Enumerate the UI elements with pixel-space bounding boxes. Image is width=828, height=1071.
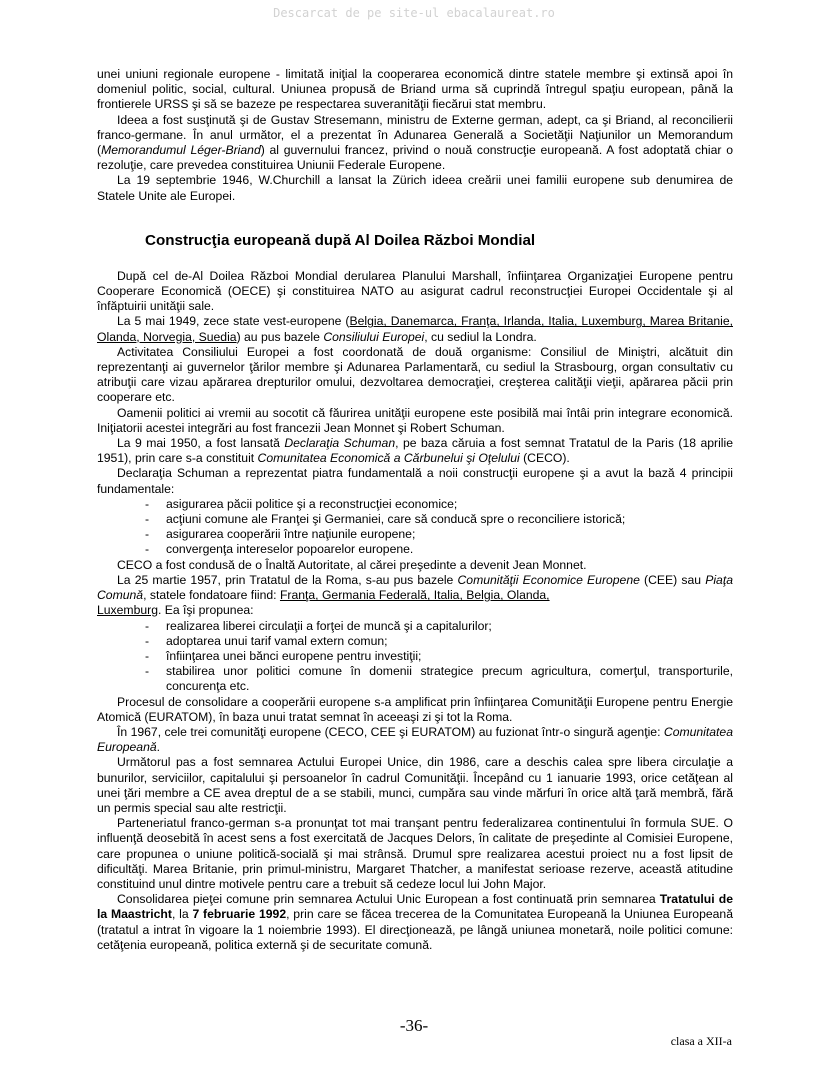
class-label: clasa a XII-a [670,1034,732,1048]
list-item: - convergenţa intereselor popoarelor europene. [145,542,733,557]
paragraph: Procesul de consolidare a cooperării europene s-a amplificat prin înfiinţarea Comunităţii Europene pentru Energie Atomică (EURATOM), în baza unui tratat semnat în aceeaşi zi şi tot la Roma. [97,694,733,724]
list-item: - acţiuni comune ale Franţei şi Germaniei, care să conducă spre o reconciliere istorică; [145,512,733,527]
page-number: -36- [399,1016,429,1035]
list-item: - stabilirea unor politici comune în domenii strategice precum agricultura, comerţul, transporturile, concurenţa etc. [145,664,733,694]
watermark-text: Descarcat de pe site-ul ebacalaureat.ro [273,6,555,20]
paragraph: La 25 martie 1957, prin Tratatul de la Roma, s-au pus bazele Comunităţii Economice Europene (CEE) sau Piaţa Comună, statele fondatoare fiind: Franţa, Germania Federală, Italia, Belgia, Olanda, Luxemburg. Ea îşi propunea: [97,572,733,618]
page-body [97,67,733,953]
goals-list [97,619,733,695]
paragraph: unei uniuni regionale europene - limitată iniţial la cooperarea economică dintre statele membre şi extinsă apoi în domeniul politic, social, cultural. Uniunea propusă de Briand urma să cuprindă întregul spaţiu european, până la frontierele URSS şi să se bazeze pe respectarea suveranităţii fiecărui stat membru. [97,67,733,112]
paragraph: CECO a fost condusă de o Înaltă Autoritate, al cărei preşedinte a devenit Jean Monnet. [117,557,587,572]
list-item: - asigurarea păcii politice şi a reconstrucţiei economice; [145,497,733,512]
paragraph: Activitatea Consiliului Europei a fost coordonată de două organisme: Consiliul de Miniştri, alcătuit din reprezentanţi ai guvernelor ţărilor membre şi Adunarea Parlamentară, cu sediul la Strasbourg, organ consultativ cu atribuţii care vizau apărarea drepturilor omului, dezvoltarea democraţiei, creşterea calităţii vieţii, apărarea păcii prin cooperare etc. [97,344,733,405]
paragraph: La 19 septembrie 1946, W.Churchill a lansat la Zürich ideea creării unei familii europene sub denumirea de Statele Unite ale Europei. [97,173,733,203]
paragraph: La 5 mai 1949, zece state vest-europene (Belgia, Danemarca, Franţa, Irlanda, Italia, Luxemburg, Marea Britanie, Olanda, Norvegia, Suedia) au pus bazele Consiliului Europei, cu sediul la Londra. [97,314,733,344]
paragraph: Consolidarea pieţei comune prin semnarea Actului Unic European a fost continuată prin semnarea Tratatului de la Maastricht, la 7 februarie 1992, prin care se făcea trecerea de la Comunitatea Europeană la Uniunea Europeană (tratatul a intrat în vigoare la 1 noiembrie 1993). El direcţionează, pe lângă uniunea monetară, noile politici comune: cetăţenia europeană, politica externă şi de securitate comună. [97,892,733,952]
paragraph: Declaraţia Schuman a reprezentat piatra fundamentală a noii construcţii europene şi a avut la bază 4 principii fundamentale: [97,466,733,496]
paragraph: La 9 mai 1950, a fost lansată Declaraţia Schuman, pe baza căruia a fost semnat Tratatul de la Paris (18 aprilie 1951), prin care s-a constituit Comunitatea Economică a Cărbunelui şi Oţelului (CECO). [97,436,733,466]
list-item: - înfiinţarea unei bănci europene pentru investiţii; [145,649,733,664]
paragraph: În 1967, cele trei comunităţi europene (CECO, CEE şi EURATOM) au fuzionat într-o singură agenţie: Comunitatea Europeană. [97,724,733,755]
paragraph: Următorul pas a fost semnarea Actului Europei Unice, din 1986, care a deschis calea spre libera circulaţie a bunurilor, serviciilor, capitalului şi persoanelor în cadrul Comunităţii. Începând cu 1 ianuarie 1993, orice cetăţean al unei ţări membre a CE avea dreptul de a se stabili, munci, cumpăra sau vinde mărfuri în orice altă ţară membră, fără un permis special sau alte restricţii. [97,755,733,815]
paragraph: Oamenii politici ai vremii au socotit că făurirea unităţii europene este posibilă mai întâi prin integrare economică. Iniţiatorii acestei integrări au fost francezii Jean Monnet şi Robert Schuman. [97,405,733,435]
paragraph: Ideea a fost susţinută şi de Gustav Stresemann, ministru de Externe german, adept, ca şi Briand, al reconcilierii franco-germane. În anul următor, el a prezentat în Adunarea Generală a Societăţii Naţiunilor un Memorandum (Memorandumul Léger-Briand) al guvernului francez, privind o nouă construcţie europeană. A fost adoptată chiar o rezoluţie, care prevedea constituirea Uniunii Federale Europene. [97,112,733,173]
list-item: - asigurarea cooperării între naţiunile europene; [145,527,733,542]
principles-list [97,497,733,558]
list-item: - realizarea liberei circulaţii a forţei de muncă şi a capitalurilor; [145,619,733,634]
paragraph: După cel de-Al Doilea Război Mondial derularea Planului Marshall, înfiinţarea Organizaţiei Europene pentru Cooperare Economică (OECE) şi constituirea NATO au asigurat cadrul reconstrucţiei Europei Occidentale şi al înfăptuirii unităţii sale. [97,268,733,314]
list-item: - adoptarea unui tarif vamal extern comun; [145,634,733,649]
section-heading: Construcţia europeană după Al Doilea Război Mondial [145,231,536,249]
paragraph: Parteneriatul franco-german s-a pronunţat tot mai tranşant pentru federalizarea continentului în formula SUE. O influenţă deosebită în acest sens a fost exercitată de Jacques Delors, în calitate de preşedinte al Comisiei Europene, care propunea o uniune politică-socială şi mai strânsă. Drumul spre realizarea acestui proiect nu a fost lipsit de dificultăţi. Marea Britanie, prin primul-ministru, Margaret Thatcher, a manifestat serioase rezerve, această atitudine constituind unul dintre motivele pentru care a trebuit să cedeze locul lui John Major. [97,816,733,891]
